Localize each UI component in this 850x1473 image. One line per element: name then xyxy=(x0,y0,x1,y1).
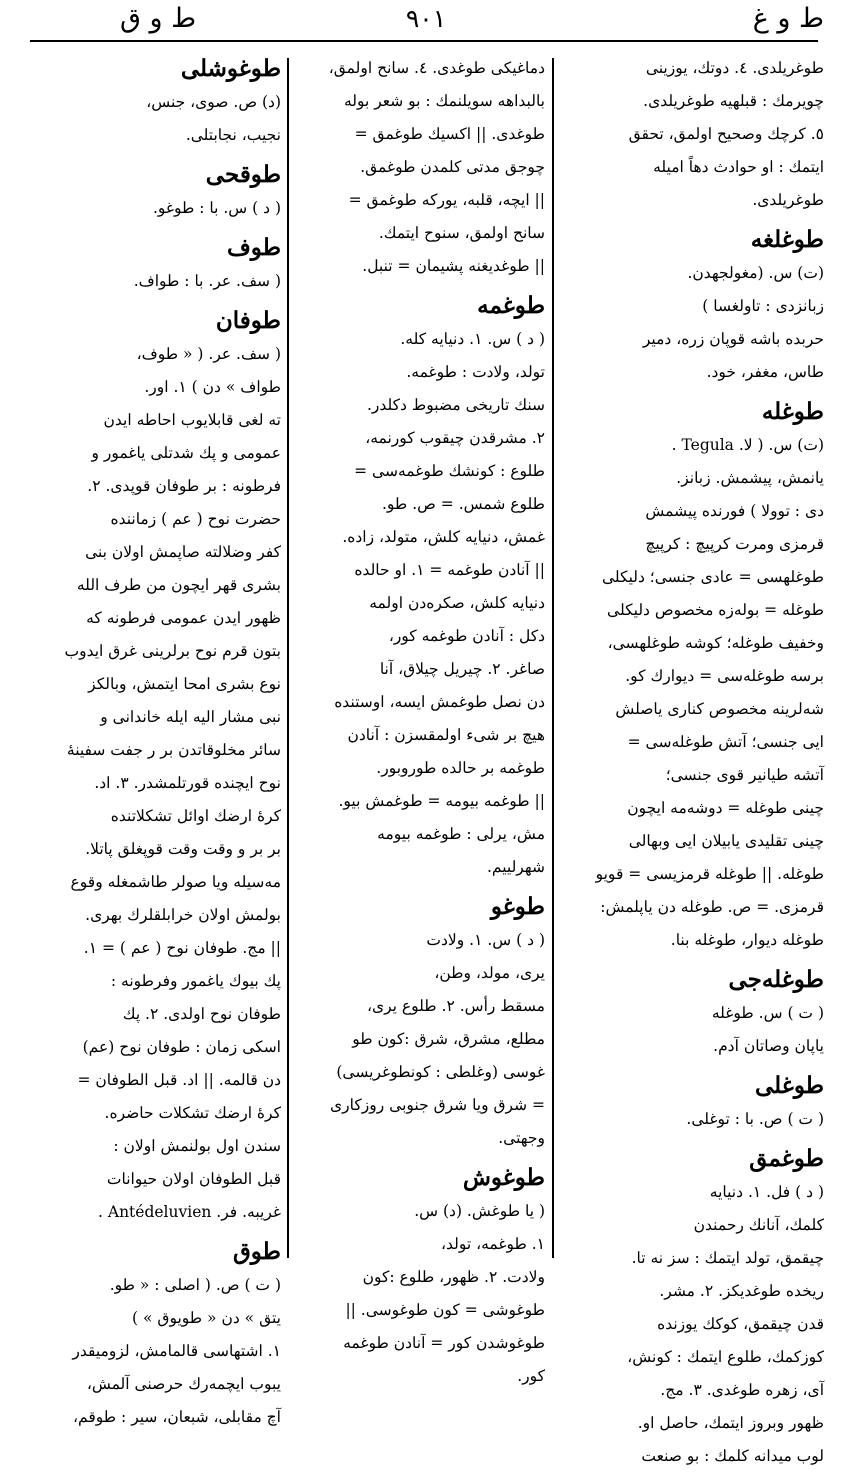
running-head-left: ط و ق xyxy=(120,3,197,34)
entry-line: || آنادن طوغمه = ١. او حالده xyxy=(354,561,545,579)
entry-line: چینی تقلیدی یابیلان ایی وبهالی xyxy=(628,832,824,850)
entry-line: (ت) س. (مغولجهدن. xyxy=(687,264,824,282)
entry-line: طوغله دیوار، طوغله بنا. xyxy=(670,931,824,949)
dictionary-entry xyxy=(560,52,824,217)
entry-line: قرمزی ومرت كرپیچ : كرپیچ xyxy=(645,535,824,553)
entry-line: سانح اولمق، سنوح ایتمك. xyxy=(378,224,545,242)
entry-line: حربده باشه قوپان زره، دمیر xyxy=(642,330,824,348)
entry-line: هیچ بر شیء اولمقسزن : آنادن xyxy=(347,726,545,744)
column-divider-right xyxy=(552,58,554,1258)
entry-headword: طوغمق xyxy=(749,1145,824,1172)
entry-line: طوغله = بوله‌زه مخصوص دلیكلی xyxy=(607,601,824,619)
entry-line: كره‌ٔ ارضك تشكلات حاضره. xyxy=(104,1104,281,1122)
entry-line: ولادت. ٢. ظهور، طلوع :كون xyxy=(362,1268,545,1286)
entry-line: یانمش، پیشمش. زبانز. xyxy=(676,469,824,487)
entry-line: غوسی (وغلطی : كونطوغریسی) xyxy=(336,1063,545,1081)
page-number: ٩٠١ xyxy=(405,4,447,33)
entry-line: طوغوشی = كون طوغوسی. || xyxy=(345,1301,545,1319)
entry-headword: طوقحی xyxy=(205,161,281,188)
entry-line: طاس، مغفر، خود. xyxy=(706,363,824,381)
entry-line: یتق » دن « طویوق » ) xyxy=(132,1309,281,1327)
entry-line: برسه طوغله‌سی = دیوارك كو. xyxy=(625,667,824,685)
entry-line: ( ت ) ص. ( اصلی : « طو. xyxy=(109,1276,281,1294)
entry-line: آی، زهره طوغدی. ٣. مج. xyxy=(660,1381,824,1399)
entry-line: عمومی و پك شدتلی یاغمور و xyxy=(91,444,281,462)
entry-line: بالبداهه سویلنمك : بو شعر بوله xyxy=(343,92,545,110)
header-rule xyxy=(30,40,818,42)
entry-line: كوزكمك، طلوع ایتمك : كونش، xyxy=(627,1348,824,1366)
entry-line: تولد، ولادت : طوغمه. xyxy=(406,363,545,381)
entry-line: بشری قهر ایچون من طرف الله xyxy=(76,576,281,594)
entry-line: دن نصل طوغمش ایسه، اوستنده xyxy=(334,693,545,711)
entry-line: صاغر. ٢. چیریل چیلاق، آنا xyxy=(379,660,545,678)
entry-line: طوغریلدی. ٤. دوتك، یوزینی xyxy=(645,59,824,77)
entry-line: آتشه طیانیر قوی جنسی؛ xyxy=(665,766,824,784)
entry-line: یبوب ایچمه‌رك حرصنی آلمش، xyxy=(86,1375,281,1393)
entry-line: دنیایه كلش، صكره‌دن اولمه xyxy=(369,594,545,612)
entry-line: چویرمك : قبلهیه طوغریلدی. xyxy=(643,92,824,110)
entry-line: چینی طوغله = دوشه‌مه ایچون xyxy=(627,799,824,817)
entry-line: نوح ایچنده قورتلمشدر. ٣. اد. xyxy=(94,774,281,792)
entry-line: ١. طوغمه، تولد، xyxy=(440,1235,545,1253)
entry-line: غمش، دنیایه كلش، متولد، زاده. xyxy=(342,528,545,546)
entry-headword: طوف xyxy=(226,234,281,261)
entry-line: شه‌لرینه مخصوص كناری یاصلش xyxy=(615,700,824,718)
entry-line: آچ مقابلی، شبعان، سیر : طوقم، xyxy=(73,1408,281,1426)
entry-headword: طوغلی xyxy=(755,1072,824,1099)
entry-line: ته لغی قابلایوب احاطه ایدن xyxy=(103,411,281,429)
column-divider-left xyxy=(287,58,289,1258)
entry-line: یاپان وصاتان آدم. xyxy=(713,1037,824,1055)
entry-line: ٥. كرچك وصحیح اولمق، تحقق xyxy=(628,125,824,143)
entry-line: نوع بشری امحا ایتمش، وبالكز xyxy=(88,675,281,693)
entry-line: طلوع : كونشك طوغمه‌سی = xyxy=(354,462,545,480)
entry-line: قبل الطوفان اولان حیوانات xyxy=(106,1170,281,1188)
entry-headword: طوغوشلی xyxy=(180,55,281,82)
entry-line: بولمش اولان خرابلقلرك بهری. xyxy=(85,906,281,924)
entry-line: = شرق ویا شرق جنوبی روزكاری xyxy=(330,1096,545,1114)
entry-line: || طوغمه بیومه = طوغمش بیو. xyxy=(338,792,545,810)
entry-line: پك بیوك یاغمور وفرطونه : xyxy=(110,972,281,990)
entry-headword: طوق xyxy=(232,1238,281,1265)
entry-line: بر بر و وقت وقت قوپغلق پاتلا. xyxy=(85,840,281,858)
dictionary-entry xyxy=(560,223,824,389)
entry-line: اسكی زمان : طوفان نوح (عم) xyxy=(82,1038,281,1056)
entry-line: كور. xyxy=(517,1367,545,1385)
entry-line: مسقط رأس. ٢. طلوع یری، xyxy=(366,997,545,1015)
entry-line: ١. اشتهاسی قالمامش، لزومیقدر xyxy=(72,1342,281,1360)
dictionary-entry xyxy=(28,1235,281,1434)
entry-headword: طوغو xyxy=(490,893,545,920)
entry-line: سائر مخلوقاتدن بر ر جفت سفینه‌ٔ xyxy=(66,741,281,759)
entry-line: حضرت نوح ( عم ) زماننده xyxy=(110,510,281,528)
dictionary-entry xyxy=(560,1142,824,1473)
entry-line: || مج. طوفان نوح ( عم ) = ١. xyxy=(83,939,281,957)
entry-line: طوغلهسی = عادی جنسی؛ دلیكلی xyxy=(601,568,824,586)
entry-line: كلمك، آنانك رحمندن xyxy=(693,1216,824,1234)
entry-line: ظهور ایدن عمومی فرطونه كه xyxy=(86,609,281,627)
entry-line: سندن اول بولنمش اولان : xyxy=(113,1137,281,1155)
column-left xyxy=(28,52,281,1426)
entry-line: ظهور وبروز ایتمك، حاصل او. xyxy=(637,1414,824,1432)
entry-line: كره‌ٔ ارضك اوائل تشكلاتنده xyxy=(110,807,281,825)
entry-line: دماغیكی طوغدی. ٤. سانح اولمق، xyxy=(328,59,545,77)
entry-line: لوب میدانه كلمك : بو صنعت xyxy=(641,1447,824,1465)
entry-line: ( یا طوغش. (د) س. xyxy=(414,1202,545,1220)
entry-line: مش، یرلی : طوغمه بیومه xyxy=(377,825,545,843)
entry-line: یری، مولد، وطن، xyxy=(434,964,545,982)
entry-line: دكل : آنادن طوغمه كور، xyxy=(388,627,545,645)
entry-line: ( ت ) س. طوغله xyxy=(711,1004,824,1022)
entry-line: || ایچه، قلبه، یوركه طوغمق = xyxy=(348,191,545,209)
column-middle xyxy=(295,52,545,1385)
dictionary-entry xyxy=(28,231,281,298)
column-right xyxy=(560,52,824,1465)
dictionary-entry xyxy=(295,289,545,884)
entry-line: زبانزدی : تاولغسا ) xyxy=(702,297,824,315)
entry-line: چیقمق، تولد ایتمك : سز نه تا. xyxy=(631,1249,824,1267)
entry-line: مطلع، مشرق، شرق :كون طو xyxy=(352,1030,545,1048)
entry-line: طوغوشدن كور = آنادن طوغمه xyxy=(343,1334,545,1352)
dictionary-entry xyxy=(295,890,545,1155)
entry-line: ٢. مشرقدن چیقوب كورنمه، xyxy=(365,429,545,447)
entry-line: ( ت ) ص. با : توغلی. xyxy=(686,1110,824,1128)
entry-line: ( د ) س. ١. دنیایه كله. xyxy=(400,330,545,348)
entry-line: ( د ) فل. ١. دنیایه xyxy=(709,1183,824,1201)
entry-line: طواف » دن ) ١. اور. xyxy=(144,378,281,396)
entry-line: طوغریلدی. xyxy=(752,191,824,209)
entry-headword: طوفان xyxy=(215,307,281,334)
entry-line: دی : توولا ) فورنده پیشمش xyxy=(645,502,824,520)
entry-headword: طوغلغه xyxy=(750,226,824,253)
entry-line: چوجق مدتی كلمدن طوغمق. xyxy=(360,158,545,176)
dictionary-entry xyxy=(295,52,545,283)
entry-line: || طوغدیغنه پشیمان = تنبل. xyxy=(362,257,545,275)
entry-line: (د) ص. صوی، جنس، xyxy=(146,93,281,111)
entry-line: (ت) س. ( لا. Tegula . xyxy=(671,436,824,454)
entry-line: ریخده طوغدیكز. ٢. مشر. xyxy=(659,1282,824,1300)
entry-line: فرطونه : بر طوفان قوپدی. ٢. xyxy=(87,477,281,495)
entry-line: ( سف. عر. ( « طوف، xyxy=(136,345,281,363)
entry-line: نبی مشار الیه ایله خاندانی و xyxy=(100,708,281,726)
entry-headword: طوغوش xyxy=(462,1164,545,1191)
entry-line: قرمزی. = ص. طوغله دن یاپلمش: xyxy=(600,898,824,916)
entry-line: ایی جنسی؛ آتش طوغله‌سی = xyxy=(627,733,824,751)
entry-line: كفر وضلالته صاپمش اولان بنی xyxy=(85,543,281,561)
entry-line: طوفان نوح اولدی. ٢. پك xyxy=(122,1005,281,1023)
dictionary-entry xyxy=(28,158,281,225)
entry-line: سنك تاریخی مضبوط دكلدر. xyxy=(367,396,545,414)
entry-line: وجهتی. xyxy=(498,1129,545,1147)
entry-line: دن قالمه. || اد. قبل الطوفان = xyxy=(77,1071,281,1089)
dictionary-entry xyxy=(28,52,281,152)
dictionary-entry xyxy=(560,395,824,957)
dictionary-entry xyxy=(560,963,824,1063)
entry-line: غریبه. فر. Antédeluvien . xyxy=(98,1203,281,1221)
entry-line: قدن چیقمق، كوكك یوزنده xyxy=(657,1315,824,1333)
entry-line: طلوع شمس. = ص. طو. xyxy=(382,495,545,513)
entry-line: مه‌سیله ویا صولر طاشمغله وقوع xyxy=(70,873,281,891)
entry-line: ایتمك : او حوادث دهاً امیله xyxy=(653,158,824,176)
entry-line: شهرلییم. xyxy=(486,858,545,876)
entry-headword: طوغله‌جی xyxy=(728,966,824,993)
entry-line: طوغدی. || اكسیك طوغمق = xyxy=(354,125,545,143)
dictionary-entry xyxy=(295,1161,545,1393)
entry-line: ( سف. عر. با : طواف. xyxy=(133,272,281,290)
entry-line: وخفیف طوغله؛ كوشه طوغلهسی، xyxy=(607,634,824,652)
running-head-right: ط و غ xyxy=(752,3,824,34)
entry-headword: طوغمه xyxy=(477,292,545,319)
entry-line: بتون قرم نوح برلرینی غرق ایدوب xyxy=(64,642,281,660)
entry-line: ( د ) س. با : طوغو. xyxy=(152,199,281,217)
entry-line: نجیب، نجابتلی. xyxy=(185,126,281,144)
entry-headword: طوغله xyxy=(761,398,824,425)
entry-line: ( د ) س. ١. ولادت xyxy=(426,931,545,949)
entry-line: طوغله. || طوغله قرمزیسی = قویو xyxy=(595,865,824,883)
entry-line: طوغمه بر حالده طوروبور. xyxy=(376,759,545,777)
dictionary-entry xyxy=(560,1069,824,1136)
dictionary-entry xyxy=(28,304,281,1229)
